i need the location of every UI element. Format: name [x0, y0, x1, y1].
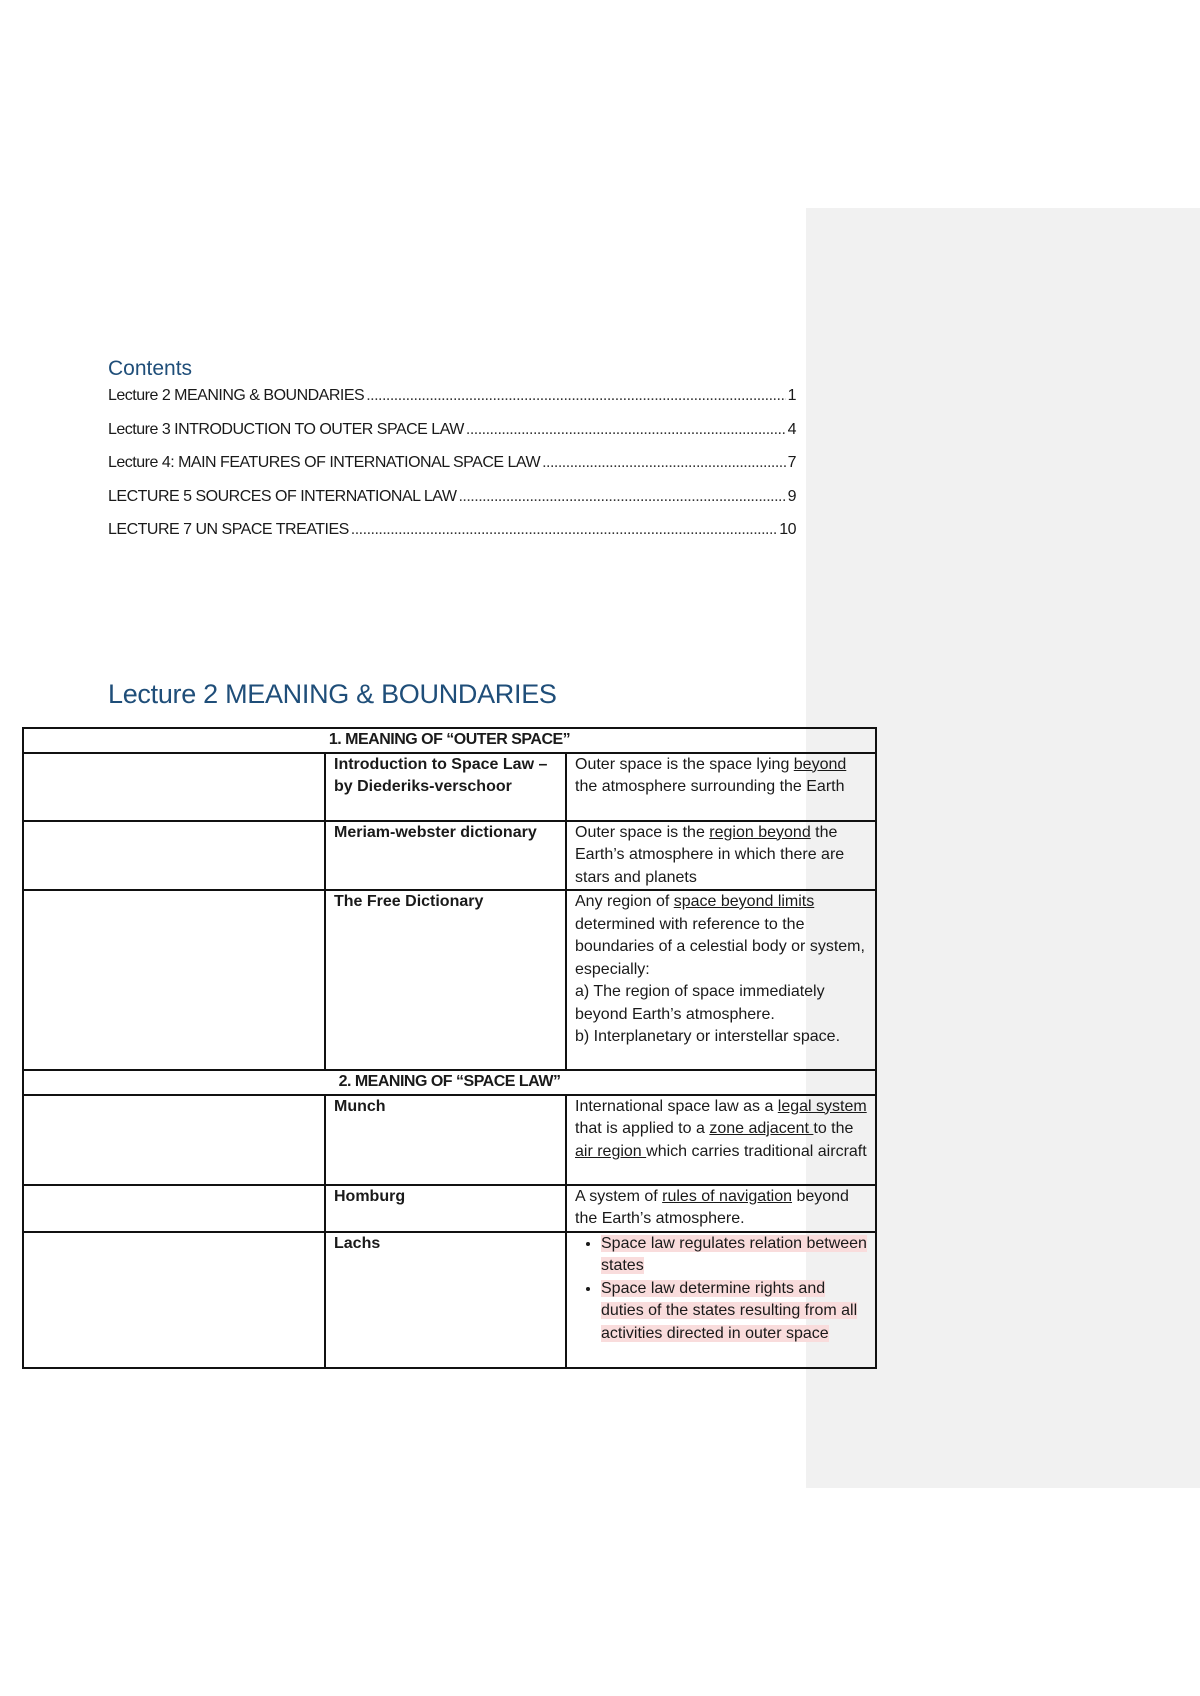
- section-title: Lecture 2 MEANING & BOUNDARIES: [108, 679, 557, 709]
- toc-entry-title: Lecture 2 MEANING & BOUNDARIES: [108, 387, 365, 404]
- definition-text: the atmosphere surrounding the Earth: [575, 778, 845, 795]
- toc-leader-dots: [458, 488, 785, 506]
- source-cell: Lachs: [325, 1232, 566, 1368]
- underlined-term: air region: [575, 1142, 647, 1160]
- toc-entry-page: 10: [779, 521, 796, 538]
- definition-text: which carries traditional aircraft: [646, 1142, 867, 1160]
- toc-leader-dots: [466, 421, 786, 439]
- table-row: [23, 753, 876, 821]
- toc-entry-title: Lecture 3 INTRODUCTION TO OUTER SPACE LAW: [108, 420, 464, 438]
- blank-cell: [23, 1185, 325, 1232]
- list-item: [601, 1278, 867, 1346]
- section-heading-space-law: 2. MEANING OF “SPACE LAW”: [23, 1070, 876, 1095]
- definition-item: b) Interplanetary or interstellar space.: [575, 1028, 841, 1045]
- highlighted-text: Space law determine rights and duties of the states resulting from all activities directed in outer space: [601, 1279, 858, 1342]
- table-row: [23, 1185, 876, 1232]
- definition-text: beyond the Earth’s atmosphere.: [575, 1187, 849, 1227]
- underlined-term: beyond: [793, 755, 847, 773]
- source-cell: Homburg: [325, 1185, 566, 1232]
- toc-entry[interactable]: [108, 387, 796, 421]
- table-row: [23, 1232, 876, 1368]
- blank-cell: [23, 1095, 325, 1185]
- definition-cell: [566, 1185, 876, 1232]
- list-item: [601, 1233, 867, 1278]
- definition-text: Any region of: [575, 893, 674, 910]
- definition-text: A system of: [575, 1187, 663, 1205]
- underlined-term: region beyond: [709, 823, 811, 841]
- highlighted-text: Space law regulates relation between states: [601, 1234, 867, 1274]
- toc-entry[interactable]: [108, 454, 796, 488]
- definition-cell: [566, 890, 876, 1070]
- toc-entry-title: LECTURE 7 UN SPACE TREATIES: [108, 521, 349, 538]
- definition-cell: [566, 1095, 876, 1185]
- source-cell: Introduction to Space Law – by Diederiks-verschoor: [325, 753, 566, 821]
- definition-text: to the: [813, 1120, 854, 1137]
- definition-text: International space law as a: [575, 1097, 778, 1115]
- toc-entry[interactable]: [108, 421, 796, 455]
- source-cell: The Free Dictionary: [325, 890, 566, 1070]
- blank-cell: [23, 1232, 325, 1368]
- toc-leader-dots: [542, 454, 786, 472]
- toc-entry-title: LECTURE 5 SOURCES OF INTERNATIONAL LAW: [108, 487, 457, 505]
- table-section-row: [23, 1070, 876, 1095]
- underlined-term: space beyond limits: [673, 893, 815, 910]
- definition-text: that is applied to a: [575, 1120, 710, 1137]
- blank-cell: [23, 890, 325, 1070]
- toc-entry-page: 1: [787, 387, 796, 404]
- toc-entry[interactable]: [108, 521, 796, 555]
- definition-cell: [566, 753, 876, 821]
- bullet-list: [575, 1233, 867, 1346]
- definition-cell: [566, 1232, 876, 1368]
- underlined-term: zone adjacent: [709, 1120, 814, 1137]
- table-row: [23, 890, 876, 1070]
- toc-leader-dots: [366, 387, 785, 405]
- meaning-table: [22, 727, 877, 1369]
- definition-text: Outer space is the space lying: [575, 755, 794, 773]
- table-section-row: [23, 728, 876, 753]
- underlined-term: rules of navigation: [662, 1187, 792, 1205]
- source-cell: Munch: [325, 1095, 566, 1185]
- toc-entry-title: Lecture 4: MAIN FEATURES OF INTERNATIONAL SPACE LAW: [108, 454, 541, 471]
- blank-cell: [23, 821, 325, 891]
- toc-entry-page: 4: [787, 420, 796, 438]
- definition-item: a) The region of space immediately beyond Earth’s atmosphere.: [575, 983, 825, 1023]
- source-cell: Meriam-webster dictionary: [325, 821, 566, 891]
- toc-entry-page: 7: [787, 454, 796, 471]
- section-heading-outer-space: 1. MEANING OF “OUTER SPACE”: [23, 728, 876, 753]
- toc-entry[interactable]: [108, 488, 796, 522]
- table-row: [23, 821, 876, 891]
- definition-text: the Earth’s atmosphere in which there are stars and planets: [575, 823, 845, 886]
- table-row: [23, 1095, 876, 1185]
- toc-entry-page: 9: [787, 487, 796, 505]
- table-of-contents: [108, 387, 796, 555]
- toc-heading: Contents: [108, 357, 193, 380]
- toc-leader-dots: [351, 521, 777, 539]
- definition-text: Outer space is the: [575, 823, 710, 841]
- underlined-term: legal system: [777, 1097, 867, 1115]
- definition-cell: [566, 821, 876, 891]
- blank-cell: [23, 753, 325, 821]
- definition-text: determined with reference to the boundaries of a celestial body or system, especially:: [575, 915, 865, 978]
